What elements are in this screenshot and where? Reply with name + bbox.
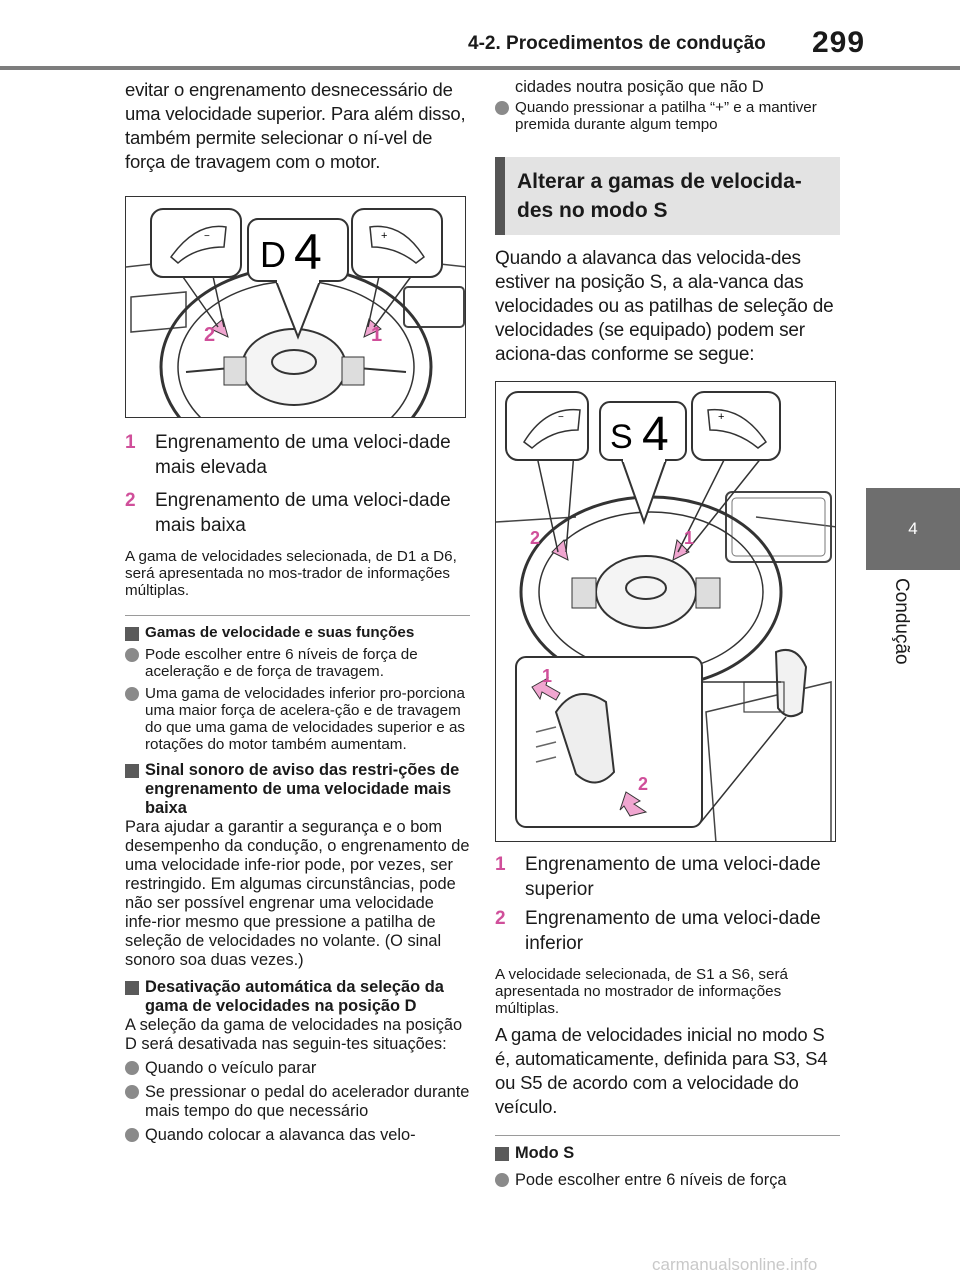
numbered-item — [495, 852, 840, 902]
bullet-dot-icon — [125, 1085, 139, 1099]
note-text: A gama de velocidades selecionada, de D1 a D6, será apresentada no mos-trador de informações múltiplas. — [125, 548, 457, 599]
numbered-item — [125, 488, 470, 538]
chapter-tab[interactable]: 4 — [866, 488, 960, 570]
bullet-text: Uma gama de velocidades inferior pro-porciona uma maior força de acelera-ção e de travagem do que uma gama de velocidades superior e as rotações do motor também aumentam. — [145, 685, 465, 753]
bullet-dot-icon — [125, 1128, 139, 1142]
left-column — [125, 78, 470, 1145]
item-text: Engrenamento de uma veloci-dade mais elevada — [155, 432, 451, 478]
bullet-dot-icon — [125, 648, 139, 662]
minus-label: − — [204, 231, 210, 242]
bullet-dot-icon — [495, 1173, 509, 1187]
section-divider — [125, 615, 470, 616]
steering-lever-illustration — [496, 382, 836, 842]
bullet-item — [125, 1126, 470, 1145]
display-gear-number: 4 — [642, 408, 669, 461]
item-number: 2 — [125, 490, 136, 511]
bullet-dot-icon — [125, 687, 139, 701]
item-number: 1 — [125, 432, 136, 453]
paragraph: Para ajudar a garantir a segurança e o bom desempenho da condução, o engrenamento de uma velocidade infe-rior pode, por vezes, ser restringido. Em algumas circunstâncias, pode não ser possível engrenar uma velocidade infe-rior mesmo que pressione a patilha de seleção de velocidades no volante. (O sinal sonoro soa duas vezes.) — [125, 818, 470, 969]
subheading-text: Sinal sonoro de aviso das restri-ções de engrenamento de uma velocidade mais baixa — [145, 761, 460, 817]
subheading — [125, 624, 470, 641]
section-divider — [495, 1135, 840, 1136]
callout-number-right: 1 — [371, 324, 383, 346]
lever-callout-up: 1 — [542, 666, 553, 686]
paddle-shift-figure-d — [125, 196, 466, 418]
bullet-text: Quando pressionar a patilha “+” e a mantiver premida durante algum tempo — [515, 99, 817, 133]
bullet-item — [125, 1083, 470, 1121]
intro-paragraph: evitar o engrenamento desnecessário de uma velocidade superior. Para além disso, também permite selecionar o ní-vel de força de travagem com o motor. — [125, 79, 466, 172]
section-heading-box: Alterar a gamas de velocida-des no modo S — [495, 157, 840, 235]
intro-paragraph: Quando a alavanca das velocida-des estiver na posição S, a ala-vanca das velocidades ou as patilhas de seleção de velocidades (se equipado) podem ser aciona-das conforme se segue: — [495, 248, 834, 365]
numbered-item — [125, 430, 470, 480]
bullet-item — [125, 1059, 470, 1078]
plus-label: + — [381, 230, 388, 242]
header-rule — [0, 66, 960, 70]
item-number: 1 — [495, 854, 506, 875]
page-number: 299 — [812, 26, 866, 59]
chapter-label: Condução — [891, 578, 912, 665]
callout-number-left: 2 — [204, 324, 216, 346]
bullet-dot-icon — [495, 101, 509, 115]
bullet-text: Pode escolher entre 6 níveis de força — [515, 1171, 787, 1189]
display-gear-number: 4 — [294, 224, 322, 280]
bullet-item — [125, 685, 470, 753]
bullet-item — [495, 1171, 840, 1190]
lever-callout-down: 2 — [638, 774, 649, 794]
subheading-text: Modo S — [515, 1144, 575, 1162]
continued-text: cidades noutra posição que não D — [515, 78, 764, 96]
paragraph: A gama de velocidades inicial no modo S é, automaticamente, definida para S3, S4 ou S5 de acordo com a velocidade do veículo. — [495, 1024, 828, 1117]
subheading-text: Gamas de velocidade e suas funções — [145, 624, 415, 641]
plus-label: + — [718, 411, 725, 423]
bullet-item — [495, 99, 840, 133]
minus-label: − — [558, 412, 564, 423]
watermark: carmanualsonline.info — [652, 1255, 818, 1274]
paddle-lever-shift-figure-s — [495, 381, 836, 842]
right-column — [495, 78, 840, 1190]
bullet-text: Quando o veículo parar — [145, 1059, 317, 1077]
display-gear-letter: S — [610, 418, 633, 456]
subheading — [125, 978, 470, 1016]
square-bullet-icon — [125, 764, 139, 778]
square-bullet-icon — [495, 1147, 509, 1161]
item-text: Engrenamento de uma veloci-dade mais baixa — [155, 490, 451, 536]
bullet-text: Quando colocar a alavanca das velo- — [145, 1126, 416, 1144]
item-number: 2 — [495, 908, 506, 929]
section-title: 4-2. Procedimentos de condução — [468, 33, 766, 54]
subheading — [495, 1144, 840, 1163]
item-text: Engrenamento de uma veloci-dade inferior — [525, 908, 821, 954]
item-text: Engrenamento de uma veloci-dade superior — [525, 854, 821, 900]
bullet-item — [125, 646, 470, 680]
subheading — [125, 761, 470, 818]
steering-illustration — [126, 197, 466, 418]
bullet-text: Pode escolher entre 6 níveis de força de aceleração e de força de travagem. — [145, 646, 418, 680]
callout-number-left: 2 — [530, 528, 541, 548]
note-text: A velocidade selecionada, de S1 a S6, será apresentada no mostrador de informações múltiplas. — [495, 966, 788, 1017]
bullet-dot-icon — [125, 1061, 139, 1075]
bullet-text: Se pressionar o pedal do acelerador durante mais tempo do que necessário — [145, 1083, 470, 1120]
display-gear-letter: D — [260, 234, 286, 275]
square-bullet-icon — [125, 627, 139, 641]
paragraph: A seleção da gama de velocidades na posição D será desativada nas seguin-tes situações: — [125, 1016, 463, 1053]
numbered-item — [495, 906, 840, 956]
callout-number-right: 1 — [684, 528, 695, 548]
square-bullet-icon — [125, 981, 139, 995]
subheading-text: Desativação automática da seleção da gama de velocidades na posição D — [145, 978, 444, 1015]
